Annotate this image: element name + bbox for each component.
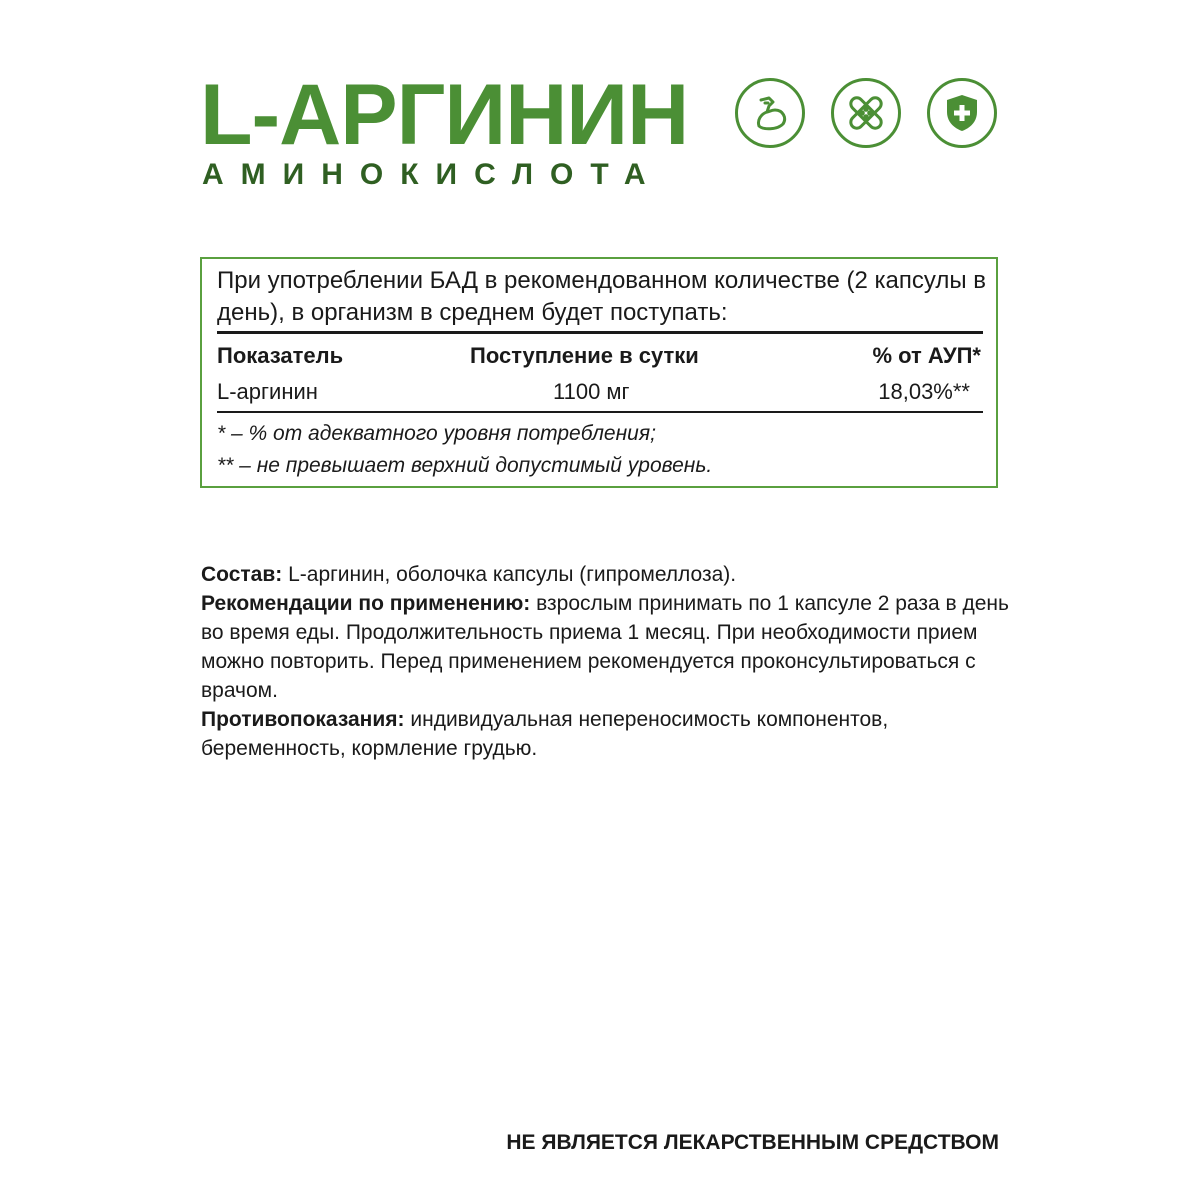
- row-amount: 1100 мг: [553, 379, 630, 404]
- contraindications-label: Противопоказания:: [201, 708, 405, 731]
- footnote-upper-limit: ** – не превышает верхний допустимый уровень.: [217, 454, 713, 477]
- composition-block: [201, 560, 1021, 763]
- composition-line: [201, 560, 1021, 589]
- recommendation-text: взрослым принимать по 1 капсуле 2 раза в день во время еды. Продолжительность приема 1 месяц. При необходимости прием можно повторить. Перед применением рекомендуется проконсультироваться с врачом.: [201, 592, 1009, 702]
- table-bottom-rule: [217, 411, 983, 413]
- product-title: L-АРГИНИН: [200, 67, 689, 163]
- contraindications-paragraph: [201, 705, 971, 763]
- recommendation-label: Рекомендации по применению:: [201, 592, 531, 615]
- row-name: L-аргинин: [217, 379, 318, 404]
- shield-cross-icon: [927, 78, 997, 148]
- benefit-icons: [735, 78, 997, 148]
- panel-intro: При употреблении БАД в рекомендованном количестве (2 капсулы в день), в организм в среднем будет поступать:: [217, 267, 987, 326]
- footnote-aup: * – % от адекватного уровня потребления;: [217, 422, 656, 445]
- not-medicine-notice: НЕ ЯВЛЯЕТСЯ ЛЕКАРСТВЕННЫМ СРЕДСТВОМ: [506, 1131, 999, 1154]
- contraindications-text: индивидуальная непереносимость компонентов, беременность, кормление грудью.: [201, 708, 889, 760]
- muscle-arm-icon: [735, 78, 805, 148]
- row-percent: 18,03%**: [878, 379, 970, 404]
- composition-text: L-аргинин, оболочка капсулы (гипромеллоза).: [282, 563, 737, 586]
- nutrition-panel: [200, 257, 998, 488]
- product-subtitle: АМИНОКИСЛОТА: [202, 158, 663, 191]
- recommendation-paragraph: [201, 589, 1011, 705]
- col-header-daily-intake: Поступление в сутки: [470, 343, 699, 368]
- table-top-rule: [217, 331, 983, 334]
- bandage-icon: [831, 78, 901, 148]
- composition-label: Состав:: [201, 563, 283, 586]
- col-header-percent: % от АУП*: [872, 343, 981, 368]
- col-header-indicator: Показатель: [217, 343, 344, 368]
